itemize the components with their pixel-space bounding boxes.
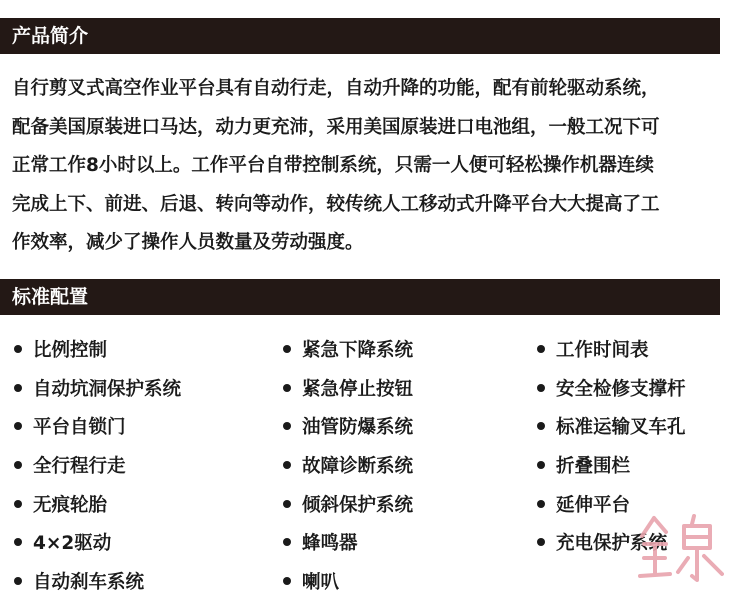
bullet-icon [14,345,22,353]
config-item: 折叠围栏 [537,446,686,485]
config-item: 标准运输叉车孔 [537,407,686,446]
bullet-icon [537,461,545,469]
config-item: 自动坑洞保护系统 [14,369,181,408]
config-item: 全行程行走 [14,446,181,485]
intro-section-header [0,18,720,54]
bullet-icon [14,461,22,469]
config-heading: 标准配置 [12,286,89,308]
config-item: 4×2驱动 [14,523,181,562]
config-item: 故障诊断系统 [283,446,413,485]
bullet-icon [537,500,545,508]
bullet-icon [537,384,545,392]
intro-line: 正常工作8小时以上。工作平台自带控制系统，只需一人便可轻松操作机器连续 [12,155,654,176]
bullet-icon [14,577,22,585]
intro-line: 完成上下、前进、后退、转向等动作，较传统人工移动式升降平台大大提高了工 [12,193,660,215]
bullet-icon [283,461,291,469]
config-list-col-2 [283,330,413,600]
config-item: 延伸平台 [537,484,686,523]
config-list-col-1 [14,330,181,600]
config-item: 无痕轮胎 [14,484,181,523]
intro-line: 配备美国原装进口马达，动力更充沛，采用美国原装进口电池组，一般工况下可 [12,116,660,138]
bullet-icon [283,345,291,353]
intro-line: 作效率，减少了操作人员数量及劳动强度。 [12,232,364,253]
bullet-icon [14,384,22,392]
intro-line: 自行剪叉式高空作业平台具有自动行走，自动升降的功能，配有前轮驱动系统， [12,78,660,99]
config-list-col-3 [537,330,686,562]
config-item: 蜂鸣器 [283,523,413,562]
config-item: 比例控制 [14,330,181,369]
bullet-icon [14,422,22,430]
bullet-icon [283,500,291,508]
config-item: 平台自锁门 [14,407,181,446]
bullet-icon [14,500,22,508]
config-item: 充电保护系统 [537,523,686,562]
config-item: 喇叭 [283,562,413,601]
config-item: 倾斜保护系统 [283,484,413,523]
bullet-icon [537,345,545,353]
config-section-header [0,279,720,315]
bullet-icon [283,422,291,430]
config-item: 工作时间表 [537,330,686,369]
config-item: 油管防爆系统 [283,407,413,446]
config-item: 自动刹车系统 [14,562,181,601]
intro-heading: 产品简介 [12,25,89,47]
bullet-icon [537,538,545,546]
config-item: 紧急停止按钮 [283,369,413,408]
bullet-icon [283,538,291,546]
config-item: 安全检修支撑杆 [537,369,686,408]
bullet-icon [14,538,22,546]
bullet-icon [283,577,291,585]
config-item: 紧急下降系统 [283,330,413,369]
intro-paragraph [12,70,724,263]
bullet-icon [283,384,291,392]
bullet-icon [537,422,545,430]
